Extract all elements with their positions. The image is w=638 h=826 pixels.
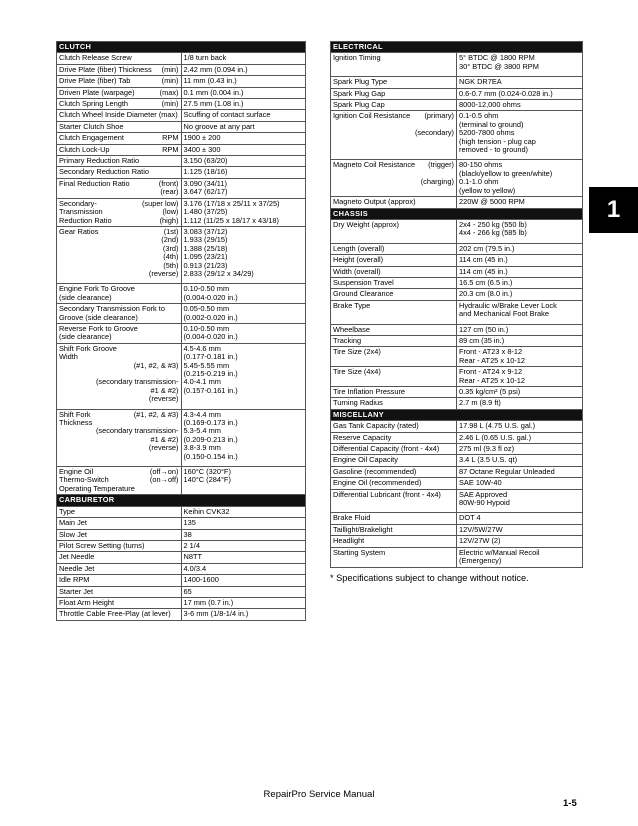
spec-label: Starter Clutch Shoe: [59, 121, 124, 131]
spec-qualifier: (max): [159, 87, 179, 97]
spec-label: Gas Tank Capacity (rated): [333, 421, 419, 431]
spec-label: Height (overall): [333, 255, 384, 265]
spec-label: Dry Weight (approx): [333, 219, 399, 229]
spec-label-cell: [57, 53, 182, 64]
spec-value: 2.7 m (8.9 ft): [457, 398, 583, 409]
spec-value: Hydraulic w/Brake Lever Lock and Mechanical Foot Brake: [457, 300, 583, 324]
spec-label: Engine Oil Capacity: [333, 455, 398, 465]
spec-label-cell: [57, 540, 182, 551]
spec-label: Differential Capacity (front - 4x4): [333, 444, 440, 454]
spec-label: Width (overall): [333, 266, 381, 276]
spec-qualifier: (#1, #2, & #3) (secondary transmission- #1 & #2) (reverse): [95, 360, 179, 404]
spec-value: Front - AT23 x 8-12 Rear - AT25 x 10-12: [457, 347, 583, 367]
spec-value: 87 Octane Regular Unleaded: [457, 466, 583, 477]
spec-row: [57, 609, 306, 620]
spec-label-cell: [57, 99, 182, 110]
spec-row: [57, 133, 306, 144]
spec-row: [57, 144, 306, 155]
spec-label: Final Reduction Ratio: [59, 178, 130, 188]
spec-label-cell: [331, 160, 457, 197]
spec-row: [57, 323, 306, 343]
spec-label-cell: [331, 489, 457, 513]
spec-label-cell: [57, 563, 182, 574]
spec-value: 0.35 kg/cm² (5 psi): [457, 387, 583, 398]
spec-label: Tracking: [333, 335, 362, 345]
spec-label-cell: [57, 121, 182, 132]
spec-value: 0.10-0.50 mm (0.004-0.020 in.): [181, 284, 306, 304]
spec-label: Brake Type: [333, 300, 371, 310]
spec-label-cell: [331, 197, 457, 208]
spec-label-cell: [331, 324, 457, 335]
spec-value: 11 mm (0.43 in.): [181, 76, 306, 87]
spec-value: 0.10-0.50 mm (0.004-0.020 in.): [181, 323, 306, 343]
spec-label-cell: [57, 87, 182, 98]
section-title: CHASSIS: [331, 208, 583, 219]
spec-row: [57, 99, 306, 110]
spec-label: Engine Fork To Groove (side clearance): [59, 284, 135, 302]
spec-row: [331, 421, 583, 432]
spec-label: Engine Oil Thermo-Switch Operating Temperature: [59, 467, 135, 493]
spec-qualifier: (trigger) (charging): [420, 160, 454, 187]
spec-label-cell: [331, 347, 457, 367]
spec-label-cell: [57, 518, 182, 529]
spec-value: 4.3-4.4 mm (0.169-0.173 in.) 5.3-5.4 mm (0.209-0.213 in.) 3.8-3.9 mm (0.150-0.154 in.): [181, 409, 306, 466]
spec-row: [331, 536, 583, 547]
spec-label: Headlight: [333, 536, 365, 546]
right-spec-table: [330, 41, 583, 568]
spec-label: Secondary- Transmission Reduction Ratio: [59, 198, 112, 225]
electrical-section-header: [331, 42, 583, 53]
spec-value: 2x4 - 250 kg (550 lb) 4x4 - 266 kg (585 lb): [457, 219, 583, 243]
clutch-section-header: [57, 42, 306, 53]
section-title: CLUTCH: [57, 42, 306, 53]
spec-label-cell: [331, 432, 457, 443]
spec-qualifier: (super low) (low) (high): [141, 198, 179, 225]
spec-value: 114 cm (45 in.): [457, 255, 583, 266]
spec-label: Gear Ratios: [59, 226, 99, 236]
spec-label-cell: [57, 304, 182, 324]
spec-value: 17.98 L (4.75 U.S. gal.): [457, 421, 583, 432]
spec-value: 80-150 ohms (black/yellow to green/white) 0.1-1.0 ohm (yellow to yellow): [457, 160, 583, 197]
spec-value: 65: [181, 586, 306, 597]
spec-value: 1400-1600: [181, 575, 306, 586]
spec-label: Needle Jet: [59, 563, 95, 573]
spec-label: Engine Oil (recommended): [333, 478, 422, 488]
spec-row: [57, 284, 306, 304]
section-title: CARBURETOR: [57, 495, 306, 506]
spec-row: [331, 513, 583, 524]
spec-value: 5° BTDC @ 1800 RPM 30° BTDC @ 3800 RPM: [457, 53, 583, 77]
spec-label: Ignition Timing: [333, 53, 381, 63]
spec-label: Shift Fork Thickness: [59, 409, 93, 428]
spec-label: Clutch Spring Length: [59, 99, 129, 109]
spec-label: Tire Size (4x4): [333, 367, 381, 377]
spec-row: [331, 100, 583, 111]
spec-row: [57, 121, 306, 132]
spec-label: Clutch Lock-Up: [59, 144, 110, 154]
spec-label-cell: [57, 409, 182, 466]
spec-row: [57, 304, 306, 324]
spec-row: [331, 455, 583, 466]
spec-label: Gasoline (recommended): [333, 466, 417, 476]
spec-label-cell: [57, 284, 182, 304]
spec-row: [331, 300, 583, 324]
spec-value: 27.5 mm (1.08 in.): [181, 99, 306, 110]
miscellany-section-header: [331, 409, 583, 420]
spec-label: Spark Plug Gap: [333, 88, 386, 98]
spec-label: Throttle Cable Free-Play (at lever): [59, 609, 171, 619]
left-column: [56, 41, 306, 621]
spec-row: [57, 343, 306, 409]
spec-value: Keihin CVK32: [181, 506, 306, 517]
spec-label-cell: [331, 266, 457, 277]
spec-label: Slow Jet: [59, 529, 87, 539]
spec-label-cell: [331, 367, 457, 387]
spec-label-cell: [331, 255, 457, 266]
spec-label-cell: [57, 529, 182, 540]
spec-qualifier: (primary) (secondary): [414, 111, 454, 138]
spec-row: [331, 160, 583, 197]
spec-row: [57, 64, 306, 75]
spec-value: 220W @ 5000 RPM: [457, 197, 583, 208]
spec-value: 3.090 (34/11) 3.647 (62/17): [181, 178, 306, 198]
spec-label-cell: [57, 343, 182, 409]
spec-row: [331, 432, 583, 443]
spec-label: Magneto Coil Resistance: [333, 160, 416, 170]
spec-value: 4.0/3.4: [181, 563, 306, 574]
chassis-section-header: [331, 208, 583, 219]
spec-value: DOT 4: [457, 513, 583, 524]
spec-value: 202 cm (79.5 in.): [457, 243, 583, 254]
spec-label-cell: [331, 88, 457, 99]
spec-value: 20.3 cm (8.0 in.): [457, 289, 583, 300]
spec-qualifier: RPM: [162, 144, 179, 154]
spec-label-cell: [57, 76, 182, 87]
spec-label-cell: [57, 226, 182, 283]
spec-label-cell: [331, 243, 457, 254]
spec-label-cell: [331, 277, 457, 288]
spec-label-cell: [331, 335, 457, 346]
spec-row: [331, 547, 583, 567]
section-title: MISCELLANY: [331, 409, 583, 420]
spec-qualifier: (off→on) (on→off): [149, 467, 179, 485]
spec-label-cell: [57, 586, 182, 597]
spec-row: [331, 197, 583, 208]
spec-label-cell: [331, 547, 457, 567]
spec-label: Driven Plate (warpage): [59, 87, 135, 97]
spec-label-cell: [57, 110, 182, 121]
spec-label-cell: [331, 513, 457, 524]
spec-label: Drive Plate (fiber) Thickness: [59, 64, 152, 74]
spec-label-cell: [331, 387, 457, 398]
page-number: 1-5: [563, 798, 577, 809]
spec-label: Tire Inflation Pressure: [333, 387, 406, 396]
spec-label-cell: [331, 100, 457, 111]
spec-label-cell: [57, 198, 182, 226]
spec-value: 0.1-0.5 ohm (terminal to ground) 5200-7800 ohms (high tension - plug cap removed - to ground): [457, 111, 583, 160]
spec-value: SAE 10W-40: [457, 478, 583, 489]
spec-row: [331, 324, 583, 335]
spec-row: [57, 467, 306, 495]
section-title: ELECTRICAL: [331, 42, 583, 53]
section-tab: 1: [589, 187, 638, 233]
spec-row: [331, 77, 583, 88]
spec-label-cell: [57, 609, 182, 620]
spec-value: 0.1 mm (0.004 in.): [181, 87, 306, 98]
spec-qualifier: (min): [161, 99, 179, 109]
spec-row: [57, 586, 306, 597]
spec-value: No groove at any part: [181, 121, 306, 132]
spec-label-cell: [331, 455, 457, 466]
spec-value: Electric w/Manual Recoil (Emergency): [457, 547, 583, 567]
spec-value: 160°C (320°F) 140°C (284°F): [181, 467, 306, 495]
spec-label: Clutch Engagement: [59, 133, 124, 143]
spec-row: [57, 226, 306, 283]
spec-value: 38: [181, 529, 306, 540]
spec-label: Taillight/Brakelight: [333, 524, 393, 534]
spec-label-cell: [331, 53, 457, 77]
spec-value: 1900 ± 200: [181, 133, 306, 144]
spec-value: 2 1/4: [181, 540, 306, 551]
spec-label: Reverse Fork to Groove (side clearance): [59, 323, 138, 342]
spec-label: Suspension Travel: [333, 277, 394, 287]
spec-value: 127 cm (50 in.): [457, 324, 583, 335]
spec-row: [331, 466, 583, 477]
spec-value: 275 ml (9.3 fl oz): [457, 444, 583, 455]
right-column: [330, 41, 583, 583]
spec-row: [57, 110, 306, 121]
spec-value: SAE Approved 80W-90 Hypoid: [457, 489, 583, 513]
spec-row: [331, 219, 583, 243]
spec-row: [57, 178, 306, 198]
spec-label-cell: [331, 77, 457, 88]
spec-label-cell: [331, 524, 457, 535]
spec-row: [331, 277, 583, 288]
spec-label-cell: [331, 111, 457, 160]
spec-row: [331, 243, 583, 254]
spec-qualifier: (min): [161, 76, 179, 86]
spec-row: [331, 53, 583, 77]
spec-row: [57, 198, 306, 226]
spec-row: [331, 444, 583, 455]
spec-value: 3-6 mm (1/8-1/4 in.): [181, 609, 306, 620]
spec-row: [57, 409, 306, 466]
spec-value: NGK DR7EA: [457, 77, 583, 88]
spec-label-cell: [331, 398, 457, 409]
spec-label: Starter Jet: [59, 586, 94, 596]
spec-label-cell: [57, 167, 182, 178]
spec-value: 3.150 (63/20): [181, 156, 306, 167]
spec-label: Jet Needle: [59, 552, 95, 562]
spec-row: [57, 53, 306, 64]
spec-row: [331, 387, 583, 398]
spec-row: [57, 167, 306, 178]
footer-title: RepairPro Service Manual: [263, 789, 375, 800]
spec-value: 135: [181, 518, 306, 529]
spec-value: 1/8 turn back: [181, 53, 306, 64]
spec-label-cell: [331, 421, 457, 432]
spec-value: 89 cm (35 in.): [457, 335, 583, 346]
spec-value: Front - AT24 x 9-12 Rear - AT25 x 10-12: [457, 367, 583, 387]
spec-row: [57, 597, 306, 608]
specifications-note: * Specifications subject to change without notice.: [330, 572, 529, 583]
spec-label: Shift Fork Groove Width: [59, 343, 117, 362]
spec-label: Idle RPM: [59, 575, 90, 585]
spec-value: 1.125 (18/16): [181, 167, 306, 178]
spec-label: Secondary Reduction Ratio: [59, 167, 149, 177]
spec-row: [331, 111, 583, 160]
spec-value: 2.42 mm (0.094 in.): [181, 64, 306, 75]
spec-row: [57, 156, 306, 167]
spec-label: Tire Size (2x4): [333, 347, 381, 357]
spec-label: Spark Plug Type: [333, 77, 388, 87]
spec-row: [57, 529, 306, 540]
spec-value: 0.05-0.50 mm (0.002-0.020 in.): [181, 304, 306, 324]
spec-label-cell: [57, 133, 182, 144]
spec-value: 0.6-0.7 mm (0.024-0.028 in.): [457, 88, 583, 99]
spec-label-cell: [57, 506, 182, 517]
spec-row: [331, 478, 583, 489]
spec-row: [57, 87, 306, 98]
spec-label: Reserve Capacity: [333, 432, 392, 442]
spec-label: Wheelbase: [333, 324, 370, 334]
spec-row: [57, 518, 306, 529]
spec-label: Clutch Wheel Inside Diameter (max): [59, 110, 178, 120]
carburetor-section-header: [57, 495, 306, 506]
spec-row: [331, 88, 583, 99]
spec-label: Main Jet: [59, 518, 87, 528]
spec-value: 2.46 L (0.65 U.S. gal.): [457, 432, 583, 443]
spec-row: [57, 540, 306, 551]
spec-row: [57, 506, 306, 517]
spec-qualifier: RPM: [162, 133, 179, 143]
spec-value: 8000-12,000 ohms: [457, 100, 583, 111]
spec-row: [331, 489, 583, 513]
spec-row: [331, 524, 583, 535]
spec-value: Scuffing of contact surface: [181, 110, 306, 121]
spec-row: [331, 347, 583, 367]
spec-label: Magneto Output (approx): [333, 197, 416, 207]
spec-label: Length (overall): [333, 243, 385, 253]
spec-value: 12V/27W (2): [457, 536, 583, 547]
spec-value: 3.083 (37/12) 1.933 (29/15) 1.388 (25/18) 1.095 (23/21) 0.913 (21/23) 2.833 (29/12 x 34/29): [181, 226, 306, 283]
spec-row: [331, 266, 583, 277]
spec-label: Spark Plug Cap: [333, 100, 385, 110]
spec-row: [331, 367, 583, 387]
spec-label-cell: [57, 323, 182, 343]
spec-label: Ground Clearance: [333, 289, 394, 299]
spec-label-cell: [57, 156, 182, 167]
spec-label: Starting System: [333, 547, 386, 557]
spec-value: N8TT: [181, 552, 306, 563]
spec-label: Secondary Transmission Fork to Groove (side clearance): [59, 304, 165, 322]
spec-value: 16.5 cm (6.5 in.): [457, 277, 583, 288]
spec-label: Differential Lubricant (front - 4x4): [333, 489, 441, 499]
spec-label-cell: [331, 300, 457, 324]
spec-label-cell: [331, 289, 457, 300]
spec-label: Primary Reduction Ratio: [59, 156, 140, 166]
spec-label-cell: [331, 478, 457, 489]
spec-value: 4.5-4.6 mm (0.177-0.181 in.) 5.45-5.55 mm (0.215-0.219 in.) 4.0-4.1 mm (0.157-0.161 in.): [181, 343, 306, 409]
spec-qualifier: (front) (rear): [158, 178, 179, 197]
spec-label-cell: [331, 536, 457, 547]
spec-label: Clutch Release Screw: [59, 53, 132, 63]
spec-label: Pilot Screw Setting (turns): [59, 540, 145, 550]
spec-label: Brake Fluid: [333, 513, 371, 523]
spec-label: Turning Radius: [333, 398, 383, 408]
spec-row: [331, 255, 583, 266]
spec-label-cell: [57, 467, 182, 495]
spec-label-cell: [57, 575, 182, 586]
spec-qualifier: (1st) (2nd) (3rd) (4th) (5th) (reverse): [148, 226, 179, 278]
spec-row: [57, 552, 306, 563]
spec-row: [57, 563, 306, 574]
spec-value: 3400 ± 300: [181, 144, 306, 155]
spec-value: 114 cm (45 in.): [457, 266, 583, 277]
spec-row: [57, 76, 306, 87]
spec-qualifier: (#1, #2, & #3) (secondary transmission- #1 & #2) (reverse): [95, 409, 179, 453]
spec-row: [331, 335, 583, 346]
spec-label: Ignition Coil Resistance: [333, 111, 411, 121]
spec-value: 3.4 L (3.5 U.S. qt): [457, 455, 583, 466]
spec-row: [331, 398, 583, 409]
spec-value: 12V/5W/27W: [457, 524, 583, 535]
spec-label-cell: [57, 552, 182, 563]
spec-label-cell: [57, 178, 182, 198]
spec-label: Float Arm Height: [59, 597, 115, 607]
spec-row: [57, 575, 306, 586]
spec-label-cell: [57, 64, 182, 75]
spec-value: 3.176 (17/18 x 25/11 x 37/25) 1.480 (37/25) 1.112 (11/25 x 18/17 x 43/18): [181, 198, 306, 226]
spec-label-cell: [57, 144, 182, 155]
spec-label: Type: [59, 506, 76, 516]
spec-label-cell: [331, 444, 457, 455]
left-spec-table: [56, 41, 306, 621]
spec-row: [331, 289, 583, 300]
spec-label: Drive Plate (fiber) Tab: [59, 76, 131, 86]
spec-value: 17 mm (0.7 in.): [181, 597, 306, 608]
spec-label-cell: [331, 219, 457, 243]
spec-qualifier: (min): [161, 64, 179, 74]
spec-label-cell: [57, 597, 182, 608]
spec-label-cell: [331, 466, 457, 477]
